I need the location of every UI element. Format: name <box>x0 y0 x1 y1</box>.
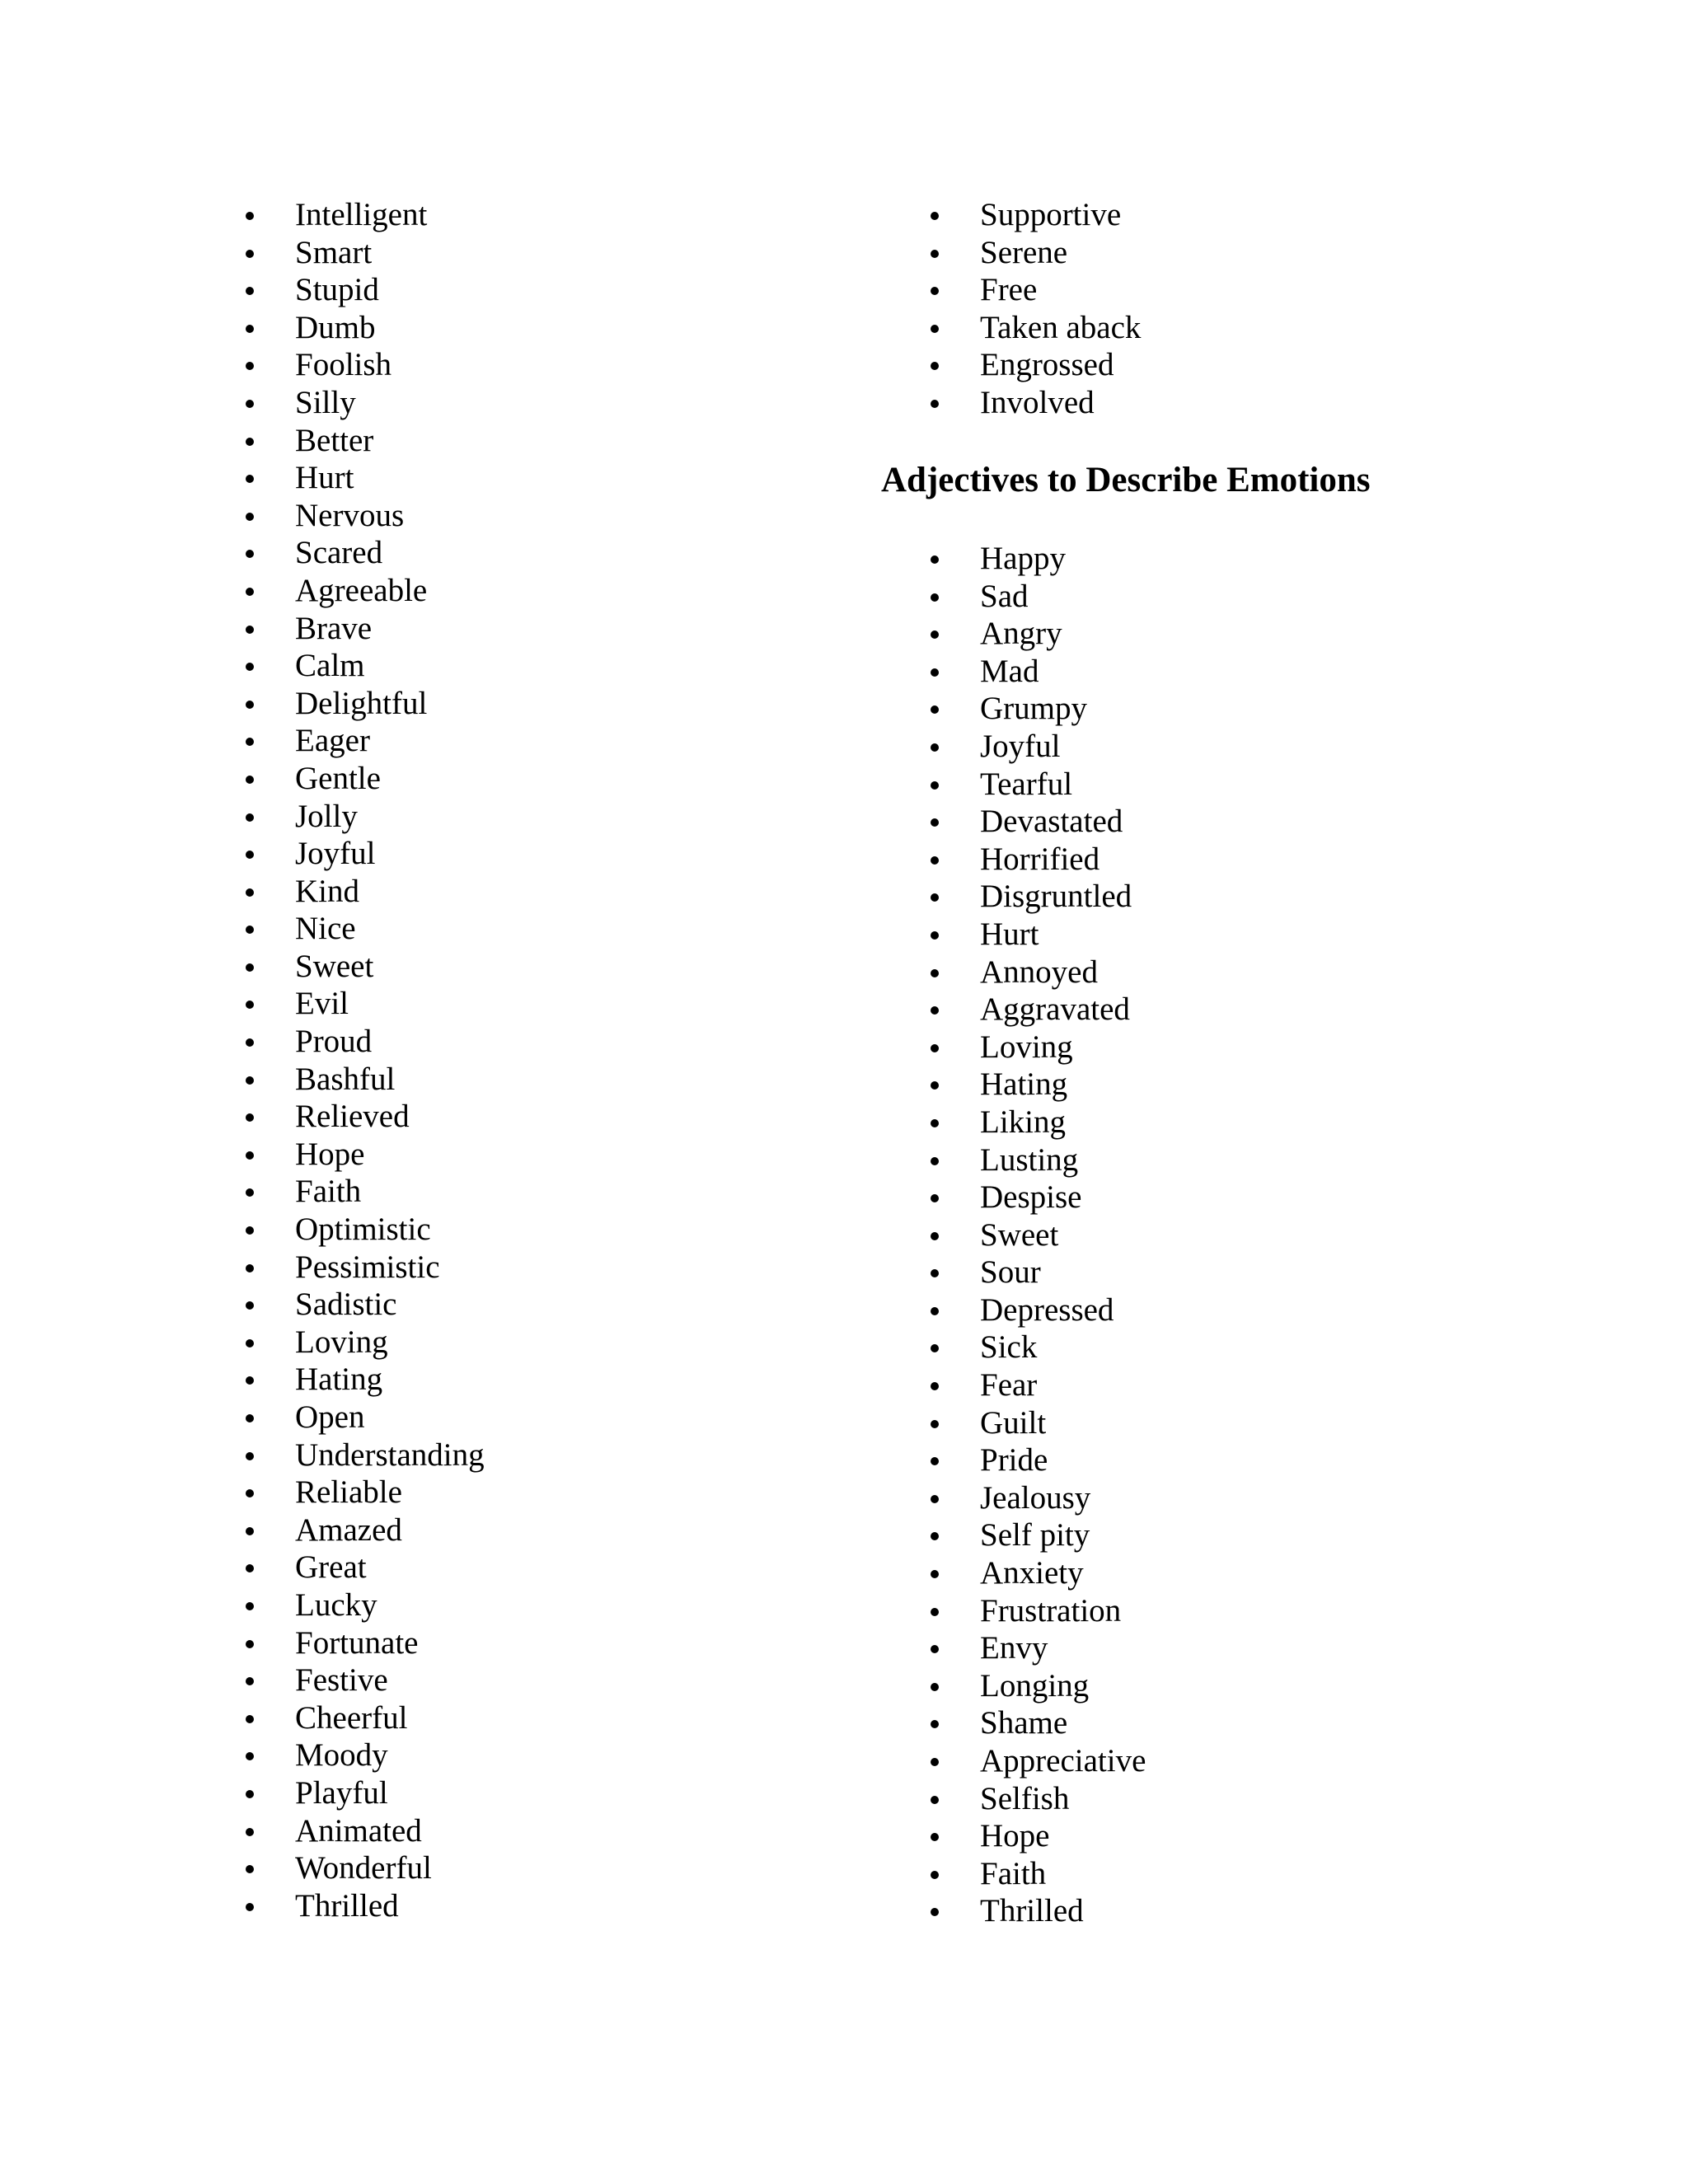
list-item-label: Wonderful <box>295 1850 432 1886</box>
bullet-icon <box>931 1232 939 1240</box>
list-item <box>246 271 757 309</box>
list-item <box>931 346 1507 384</box>
bullet-icon <box>246 701 254 709</box>
list-item-label: Foolish <box>295 347 392 383</box>
list-item <box>246 1849 757 1887</box>
list-item-label: Moody <box>295 1737 388 1774</box>
list-item <box>931 766 1507 804</box>
list-item-label: Festive <box>295 1662 388 1699</box>
bullet-icon <box>931 1157 939 1165</box>
bullet-icon <box>931 1119 939 1127</box>
list-item-label: Gentle <box>295 760 381 796</box>
bullet-icon <box>246 362 254 370</box>
list-item <box>246 1361 757 1399</box>
bullet-icon <box>931 893 939 902</box>
bullet-icon <box>246 287 254 295</box>
list-item <box>246 798 757 836</box>
list-item <box>931 1441 1507 1479</box>
list-item-label: Sad <box>980 578 1029 614</box>
list-item <box>931 1892 1507 1930</box>
bullet-icon <box>246 1865 254 1873</box>
bullet-icon <box>246 513 254 521</box>
bullet-icon <box>931 1307 939 1315</box>
list-item-label: Lucky <box>295 1586 377 1623</box>
list-item <box>246 1211 757 1249</box>
list-item-label: Optimistic <box>295 1212 431 1248</box>
section-heading-emotions: Adjectives to Describe Emotions <box>881 461 1371 499</box>
list-item <box>931 916 1507 954</box>
list-item <box>931 578 1507 616</box>
list-item <box>931 878 1507 916</box>
list-item <box>931 1029 1507 1066</box>
list-item <box>931 1554 1507 1592</box>
list-item-label: Anxiety <box>980 1555 1084 1591</box>
list-item <box>246 1023 757 1061</box>
list-item-label: Envy <box>980 1630 1048 1666</box>
list-item-label: Understanding <box>295 1436 485 1473</box>
list-item <box>246 572 757 610</box>
list-item-label: Hope <box>980 1818 1050 1854</box>
list-item-label: Appreciative <box>980 1743 1146 1779</box>
list-item-label: Frustration <box>980 1592 1122 1629</box>
bullet-icon <box>931 743 939 752</box>
list-item <box>246 534 757 572</box>
list-item <box>931 1855 1507 1893</box>
list-item <box>931 991 1507 1029</box>
bullet-icon <box>246 1752 254 1760</box>
list-item <box>931 1592 1507 1630</box>
list-item-label: Hurt <box>980 916 1039 952</box>
list-item <box>931 234 1507 272</box>
list-item <box>931 1404 1507 1442</box>
list-item <box>246 1324 757 1361</box>
list-item-label: Agreeable <box>295 572 428 608</box>
bullet-icon <box>246 963 254 972</box>
list-item-label: Sour <box>980 1254 1041 1291</box>
list-item-label: Loving <box>295 1324 388 1360</box>
list-item-label: Faith <box>980 1855 1047 1891</box>
bullet-icon <box>931 856 939 865</box>
bullet-icon <box>246 1188 254 1197</box>
list-item-label: Brave <box>295 610 373 646</box>
list-item-label: Horrified <box>980 841 1100 877</box>
list-item <box>246 1436 757 1474</box>
bullet-icon <box>931 1006 939 1015</box>
list-item-label: Self pity <box>980 1517 1090 1554</box>
bullet-icon <box>246 1414 254 1422</box>
list-item <box>931 1479 1507 1517</box>
list-item-label: Kind <box>295 873 359 909</box>
bullet-icon <box>246 626 254 634</box>
list-item <box>246 1736 757 1774</box>
list-item-label: Jolly <box>295 798 358 834</box>
list-item-label: Aggravated <box>980 991 1130 1028</box>
list-item-label: Fear <box>980 1367 1038 1404</box>
list-item <box>931 1104 1507 1141</box>
list-item <box>931 653 1507 691</box>
list-item <box>931 803 1507 841</box>
bullet-icon <box>931 668 939 677</box>
bullet-icon <box>931 250 939 258</box>
list-item-label: Hating <box>295 1361 383 1398</box>
bullet-icon <box>246 738 254 746</box>
list-item-label: Proud <box>295 1024 373 1060</box>
bullet-icon <box>931 1645 939 1653</box>
list-item <box>931 1516 1507 1554</box>
list-item <box>931 1780 1507 1818</box>
bullet-icon <box>246 1903 254 1911</box>
bullet-icon <box>246 475 254 483</box>
list-item <box>931 1742 1507 1780</box>
list-item <box>931 728 1507 766</box>
list-item <box>246 1774 757 1812</box>
list-item-label: Loving <box>980 1029 1073 1065</box>
bullet-icon <box>931 818 939 827</box>
list-item <box>931 1329 1507 1366</box>
bullet-icon <box>931 362 939 370</box>
list-item-label: Liking <box>980 1104 1066 1140</box>
list-item-label: Tearful <box>980 766 1073 802</box>
list-item <box>246 1173 757 1211</box>
list-item-label: Selfish <box>980 1780 1070 1816</box>
list-item <box>246 1511 757 1549</box>
bullet-icon <box>246 550 254 558</box>
list-item <box>931 1817 1507 1855</box>
list-item-label: Delightful <box>295 685 428 721</box>
bullet-icon <box>931 630 939 639</box>
list-item-label: Disgruntled <box>980 879 1132 915</box>
list-item-label: Silly <box>295 384 356 420</box>
bullet-icon <box>931 212 939 220</box>
bullet-icon <box>246 1038 254 1047</box>
list-item-label: Despise <box>980 1179 1082 1216</box>
list-item <box>931 1291 1507 1329</box>
bullet-icon <box>931 555 939 564</box>
list-item <box>246 309 757 347</box>
bullet-icon <box>931 1457 939 1465</box>
list-item-label: Nervous <box>295 497 405 533</box>
bullet-icon <box>246 813 254 822</box>
bullet-icon <box>931 1420 939 1428</box>
bullet-icon <box>931 1908 939 1916</box>
list-item-label: Intelligent <box>295 197 428 232</box>
bullet-icon <box>246 1452 254 1460</box>
list-item-label: Bashful <box>295 1061 396 1097</box>
list-item <box>246 647 757 685</box>
bullet-icon <box>246 1226 254 1235</box>
list-item-label: Amazed <box>295 1511 402 1548</box>
bullet-icon <box>931 1044 939 1052</box>
list-item-label: Scared <box>295 535 383 571</box>
list-item <box>931 615 1507 653</box>
list-item <box>246 1812 757 1850</box>
list-item <box>931 1704 1507 1742</box>
right-top-word-list <box>931 196 1507 422</box>
bullet-icon <box>246 888 254 897</box>
list-item <box>931 384 1507 422</box>
list-item <box>246 948 757 986</box>
bullet-icon <box>246 588 254 596</box>
list-item-label: Depressed <box>980 1291 1114 1328</box>
list-item-label: Great <box>295 1549 367 1586</box>
bullet-icon <box>931 287 939 295</box>
bullet-icon <box>246 1376 254 1385</box>
list-item-label: Supportive <box>980 197 1122 232</box>
list-item <box>931 690 1507 728</box>
list-item <box>931 1366 1507 1404</box>
list-item <box>246 459 757 497</box>
bullet-icon <box>246 1564 254 1572</box>
list-item <box>246 722 757 760</box>
bullet-icon <box>931 1720 939 1728</box>
list-item <box>931 1179 1507 1216</box>
list-item-label: Relieved <box>295 1099 410 1135</box>
bullet-icon <box>931 969 939 977</box>
list-item-label: Joyful <box>980 728 1061 764</box>
bullet-icon <box>931 1269 939 1277</box>
left-word-list <box>246 196 757 1924</box>
list-item-label: Sweet <box>980 1216 1059 1253</box>
bullet-icon <box>246 663 254 671</box>
list-item-label: Sweet <box>295 948 374 984</box>
list-item <box>931 1066 1507 1104</box>
list-item <box>246 422 757 460</box>
bullet-icon <box>246 438 254 446</box>
list-item-label: Sadistic <box>295 1286 397 1323</box>
list-item-label: Serene <box>980 234 1068 270</box>
list-item <box>246 1098 757 1136</box>
list-item-label: Hurt <box>295 460 354 496</box>
list-item-label: Pessimistic <box>295 1249 440 1285</box>
list-item-label: Involved <box>980 384 1095 420</box>
list-item-label: Taken aback <box>980 309 1142 345</box>
list-item <box>246 1586 757 1624</box>
bullet-icon <box>931 1382 939 1390</box>
list-item <box>246 1136 757 1174</box>
list-item-label: Thrilled <box>295 1887 399 1924</box>
list-item-label: Reliable <box>295 1474 402 1511</box>
list-item <box>246 346 757 384</box>
list-item <box>931 1254 1507 1291</box>
bullet-icon <box>931 931 939 940</box>
bullet-icon <box>931 781 939 790</box>
list-item-label: Faith <box>295 1174 362 1210</box>
list-item-label: Stupid <box>295 272 379 308</box>
list-item <box>246 1249 757 1286</box>
bullet-icon <box>246 1677 254 1685</box>
bullet-icon <box>931 1683 939 1691</box>
bullet-icon <box>246 851 254 859</box>
bullet-icon <box>931 1758 939 1766</box>
list-item <box>931 1216 1507 1254</box>
list-item <box>246 873 757 911</box>
list-item <box>246 685 757 723</box>
list-item-label: Better <box>295 422 374 458</box>
list-item-label: Engrossed <box>980 347 1114 383</box>
list-item-label: Nice <box>295 911 356 947</box>
list-item <box>246 985 757 1023</box>
bullet-icon <box>246 1076 254 1085</box>
list-item <box>246 1624 757 1662</box>
list-item-label: Pride <box>980 1442 1048 1479</box>
bullet-icon <box>246 250 254 258</box>
list-item <box>246 497 757 535</box>
bullet-icon <box>931 1495 939 1503</box>
bullet-icon <box>246 212 254 220</box>
list-item-label: Open <box>295 1399 365 1435</box>
emotions-word-list <box>931 540 1507 1930</box>
list-item-label: Longing <box>980 1667 1090 1704</box>
list-item-label: Grumpy <box>980 691 1087 727</box>
bullet-icon <box>246 1151 254 1160</box>
list-item <box>246 1661 757 1699</box>
list-item-label: Shame <box>980 1705 1068 1741</box>
list-item-label: Hope <box>295 1136 365 1172</box>
bullet-icon <box>246 1602 254 1610</box>
list-item-label: Evil <box>295 986 349 1022</box>
list-item-label: Devastated <box>980 804 1123 840</box>
bullet-icon <box>931 1796 939 1804</box>
list-item <box>246 835 757 873</box>
bullet-icon <box>246 1113 254 1122</box>
list-item-label: Cheerful <box>295 1699 408 1736</box>
list-item <box>246 234 757 272</box>
list-item <box>246 1474 757 1511</box>
list-item-label: Eager <box>295 723 370 759</box>
list-item <box>931 540 1507 578</box>
list-item <box>931 1667 1507 1705</box>
list-item <box>246 1061 757 1099</box>
list-item-label: Free <box>980 272 1038 308</box>
bullet-icon <box>931 400 939 408</box>
bullet-icon <box>931 1344 939 1352</box>
list-item-label: Mad <box>980 653 1039 689</box>
list-item-label: Dumb <box>295 309 376 345</box>
list-item-label: Sick <box>980 1329 1038 1366</box>
list-item-label: Calm <box>295 648 365 684</box>
bullet-icon <box>246 1640 254 1648</box>
bullet-icon <box>931 705 939 714</box>
bullet-icon <box>931 1833 939 1841</box>
list-item <box>246 1887 757 1925</box>
list-item-label: Annoyed <box>980 954 1098 990</box>
list-item-label: Animated <box>295 1812 422 1849</box>
list-item-label: Fortunate <box>295 1624 419 1661</box>
bullet-icon <box>246 1790 254 1798</box>
list-item-label: Hating <box>980 1066 1068 1103</box>
list-item-label: Smart <box>295 234 373 270</box>
bullet-icon <box>246 325 254 333</box>
bullet-icon <box>931 1194 939 1202</box>
list-item-label: Thrilled <box>980 1893 1084 1929</box>
bullet-icon <box>246 1264 254 1272</box>
list-item <box>931 1141 1507 1179</box>
list-item <box>246 910 757 948</box>
bullet-icon <box>931 1532 939 1540</box>
bullet-icon <box>246 1301 254 1310</box>
bullet-icon <box>246 1715 254 1723</box>
list-item-label: Happy <box>980 541 1066 576</box>
list-item <box>246 760 757 798</box>
bullet-icon <box>246 1489 254 1497</box>
list-item <box>246 1286 757 1324</box>
list-item-label: Joyful <box>295 836 376 872</box>
list-item <box>931 954 1507 991</box>
list-item <box>246 384 757 422</box>
bullet-icon <box>931 1871 939 1879</box>
list-item <box>246 1699 757 1737</box>
list-item-label: Angry <box>980 616 1062 652</box>
bullet-icon <box>931 325 939 333</box>
list-item <box>931 309 1507 347</box>
list-item-label: Jealousy <box>980 1479 1091 1516</box>
bullet-icon <box>246 776 254 784</box>
list-item <box>246 610 757 648</box>
list-item <box>246 1399 757 1436</box>
list-item <box>246 196 757 234</box>
bullet-icon <box>246 1828 254 1836</box>
list-item-label: Playful <box>295 1774 388 1811</box>
bullet-icon <box>246 400 254 408</box>
list-item <box>931 841 1507 879</box>
bullet-icon <box>931 593 939 602</box>
bullet-icon <box>931 1081 939 1090</box>
list-item <box>931 196 1507 234</box>
bullet-icon <box>931 1570 939 1578</box>
bullet-icon <box>246 926 254 934</box>
bullet-icon <box>246 1339 254 1347</box>
bullet-icon <box>931 1608 939 1616</box>
list-item-label: Guilt <box>980 1404 1047 1441</box>
bullet-icon <box>246 1527 254 1535</box>
list-item <box>931 1629 1507 1667</box>
bullet-icon <box>246 1001 254 1009</box>
list-item <box>246 1549 757 1586</box>
list-item-label: Lusting <box>980 1141 1079 1178</box>
list-item <box>931 271 1507 309</box>
